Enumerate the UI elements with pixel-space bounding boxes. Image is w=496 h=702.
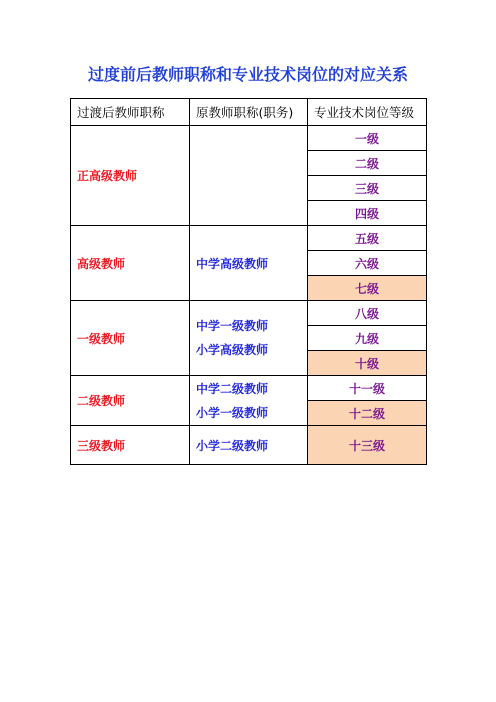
new-title-cell: 三级教师 — [71, 426, 190, 465]
old-title-line: 小学一级教师 — [196, 405, 269, 420]
title-mapping-table — [70, 98, 427, 465]
new-title-cell: 一级教师 — [71, 301, 190, 376]
table-header-row — [71, 99, 427, 126]
level-cell: 五级 — [308, 226, 427, 251]
level-cell: 八级 — [308, 301, 427, 326]
level-cell: 四级 — [308, 201, 427, 226]
level-cell: 十一级 — [308, 376, 427, 401]
header-new-title: 过渡后教师职称 — [71, 99, 190, 126]
level-cell-highlighted: 七级 — [308, 276, 427, 301]
level-cell: 三级 — [308, 176, 427, 201]
header-old-title: 原教师职称(职务) — [190, 99, 308, 126]
level-cell-highlighted: 十二级 — [308, 401, 427, 426]
level-cell: 六级 — [308, 251, 427, 276]
table-row — [71, 126, 427, 151]
old-title-cell: 小学二级教师 — [190, 426, 308, 465]
table-row — [71, 226, 427, 251]
old-title-line: 中学一级教师 — [196, 319, 269, 333]
table-row — [71, 301, 427, 326]
new-title-cell: 二级教师 — [71, 376, 190, 426]
old-title-cell: 中学高级教师 — [190, 226, 308, 301]
level-cell: 二级 — [308, 151, 427, 176]
level-cell-highlighted: 十三级 — [308, 426, 427, 465]
page-title: 过度前后教师职称和专业技术岗位的对应关系 — [87, 65, 408, 84]
old-title-cell-empty — [190, 126, 308, 226]
old-title-cell — [190, 301, 308, 376]
old-title-line: 中学二级教师 — [196, 381, 269, 396]
level-cell: 一级 — [308, 126, 427, 151]
level-cell: 九级 — [308, 326, 427, 351]
header-post-level: 专业技术岗位等级 — [308, 99, 427, 126]
old-title-line: 小学高级教师 — [196, 343, 269, 357]
old-title-cell — [190, 376, 308, 426]
level-cell-highlighted: 十级 — [308, 351, 427, 376]
new-title-cell: 正高级教师 — [71, 126, 190, 226]
table-row — [71, 376, 427, 401]
table-row — [71, 426, 427, 465]
new-title-cell: 高级教师 — [71, 226, 190, 301]
